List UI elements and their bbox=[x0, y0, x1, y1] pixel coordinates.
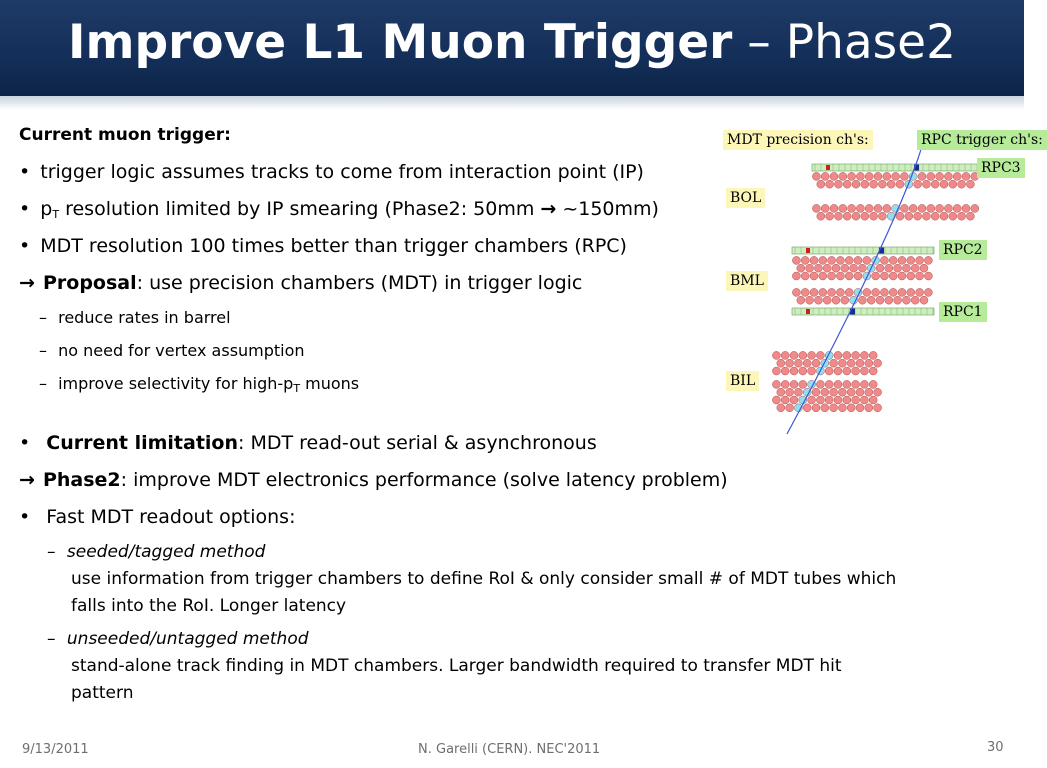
bil-mdt-lower-tube bbox=[860, 396, 868, 404]
bol-mdt-lower-tube bbox=[940, 212, 948, 220]
bullet-ip-text: trigger logic assumes tracks to come from interaction point (IP) bbox=[40, 161, 644, 183]
bml-mdt-upper-tube bbox=[819, 272, 827, 280]
bml-mdt-upper-tube bbox=[880, 272, 888, 280]
current-trigger-heading: Current muon trigger: bbox=[19, 125, 231, 145]
bil-mdt-lower-tube bbox=[865, 388, 873, 396]
bil-mdt-upper-tube bbox=[772, 367, 780, 375]
bml-mdt-upper-tube bbox=[907, 256, 915, 264]
bil-mdt-lower-tube bbox=[777, 388, 785, 396]
bol-mdt-upper-tube bbox=[883, 172, 891, 180]
bil-mdt-lower-tube bbox=[838, 388, 846, 396]
bullet-glyph: • bbox=[19, 235, 31, 257]
bol-mdt-lower-tube bbox=[874, 204, 882, 212]
bml-mdt-lower-tube bbox=[898, 288, 906, 296]
bullet-mdt-resolution bbox=[19, 235, 627, 257]
limitation-text: : MDT read-out serial & asynchronous bbox=[238, 432, 597, 454]
dash-glyph: – bbox=[39, 308, 47, 327]
bil-mdt-lower-tube bbox=[812, 388, 820, 396]
bil-mdt-lower-tube bbox=[825, 396, 833, 404]
bml-mdt-upper-tube bbox=[836, 272, 844, 280]
slide-title bbox=[0, 8, 1024, 78]
bol-mdt-upper-tube bbox=[892, 172, 900, 180]
bil-mdt-lower-tube bbox=[860, 380, 868, 388]
bil-mdt-lower-tube bbox=[825, 380, 833, 388]
bml-mdt-upper-tube bbox=[885, 264, 893, 272]
bil-mdt-lower-tube bbox=[803, 404, 811, 412]
bml-mdt-lower-tube bbox=[836, 288, 844, 296]
bol-mdt-upper-tube bbox=[931, 180, 939, 188]
sub-bullet-reduce-rates bbox=[39, 308, 231, 327]
bml-mdt-upper-tube bbox=[894, 264, 902, 272]
bil-mdt-lower-tube bbox=[869, 396, 877, 404]
sub-bullet-text: no need for vertex assumption bbox=[58, 341, 305, 360]
bml-mdt-lower-tube bbox=[792, 288, 800, 296]
bol-mdt-lower-tube bbox=[821, 204, 829, 212]
slide-title-bold: Improve L1 Muon Trigger bbox=[68, 15, 733, 70]
seeded-desc-line2: falls into the RoI. Longer latency bbox=[71, 596, 347, 616]
bil-mdt-upper-tube bbox=[834, 351, 842, 359]
bil-mdt-upper-tube bbox=[869, 367, 877, 375]
bml-mdt-lower-tube bbox=[832, 296, 840, 304]
sub-bullet-no-vertex bbox=[39, 341, 305, 360]
bil-mdt-upper-tube bbox=[847, 359, 855, 367]
bol-mdt-upper-tube bbox=[949, 180, 957, 188]
bil-mdt-lower-tube bbox=[781, 380, 789, 388]
bml-mdt-upper-tube bbox=[858, 264, 866, 272]
bml-mdt-lower-tube bbox=[863, 288, 871, 296]
bil-mdt-lower-tube bbox=[816, 396, 824, 404]
rpc2-label: RPC2 bbox=[939, 240, 987, 260]
bil-mdt-lower-tube bbox=[856, 388, 864, 396]
bil-mdt-lower-tube bbox=[830, 388, 838, 396]
bol-mdt-lower-tube bbox=[834, 212, 842, 220]
bil-mdt-lower-tube bbox=[830, 404, 838, 412]
rpc3-strip-top bbox=[812, 164, 980, 171]
bml-mdt-upper-tube bbox=[845, 272, 853, 280]
proposal-label: Proposal bbox=[42, 272, 137, 294]
bil-mdt-lower-tube bbox=[786, 404, 794, 412]
bil-mdt-upper-tube bbox=[794, 359, 802, 367]
bol-mdt-lower-tube bbox=[852, 212, 860, 220]
dash-glyph: – bbox=[39, 341, 47, 360]
bil-mdt-lower-tube bbox=[852, 380, 860, 388]
bil-mdt-lower-tube bbox=[790, 396, 798, 404]
bil-mdt-upper-tube bbox=[860, 351, 868, 359]
bml-mdt-lower-tube bbox=[819, 288, 827, 296]
muon-chamber-diagram bbox=[720, 126, 1043, 438]
bml-mdt-upper-tube bbox=[872, 272, 880, 280]
dash-glyph: – bbox=[47, 542, 56, 562]
bml-mdt-upper-tube bbox=[902, 264, 910, 272]
bml-mdt-upper-tube bbox=[854, 256, 862, 264]
arrow-icon: → bbox=[19, 272, 35, 294]
bil-mdt-lower-tube bbox=[874, 404, 882, 412]
bol-mdt-lower-tube bbox=[856, 204, 864, 212]
sub-bullet-text-end: muons bbox=[300, 374, 360, 393]
bol-mdt-upper-tube bbox=[821, 172, 829, 180]
rpc3-strip-top-hit-red bbox=[826, 165, 830, 170]
bol-mdt-upper-tube bbox=[918, 172, 926, 180]
bol-mdt-upper-tube bbox=[887, 180, 895, 188]
bil-mdt-upper-tube bbox=[790, 367, 798, 375]
bml-mdt-lower-tube bbox=[885, 296, 893, 304]
bullet-glyph: • bbox=[19, 506, 31, 528]
bil-mdt-upper-tube bbox=[860, 367, 868, 375]
bil-mdt-upper-tube bbox=[790, 351, 798, 359]
unseeded-desc-line2: pattern bbox=[71, 683, 134, 703]
bil-mdt-lower-tube bbox=[772, 396, 780, 404]
pt-text: resolution limited by IP smearing (Phase2: 50mm bbox=[59, 198, 541, 220]
bullet-current-limitation bbox=[19, 432, 597, 454]
bml-mdt-lower-tube bbox=[810, 288, 818, 296]
bml-mdt-upper-tube bbox=[819, 256, 827, 264]
bil-mdt-lower-tube bbox=[821, 388, 829, 396]
arrow-icon: → bbox=[540, 198, 557, 220]
bml-mdt-upper-tube bbox=[832, 264, 840, 272]
bml-mdt-upper-tube bbox=[841, 264, 849, 272]
bil-mdt-lower-tube bbox=[816, 380, 824, 388]
bol-mdt-upper-tube bbox=[927, 172, 935, 180]
seeded-title: seeded/tagged method bbox=[66, 542, 266, 562]
bol-mdt-lower-tube bbox=[878, 212, 886, 220]
arrow-icon: → bbox=[19, 469, 35, 491]
bml-mdt-lower-tube bbox=[924, 288, 932, 296]
bil-mdt-lower-tube bbox=[812, 404, 820, 412]
bol-mdt-upper-tube bbox=[856, 172, 864, 180]
bol-mdt-upper-tube bbox=[834, 180, 842, 188]
pt-p: p bbox=[40, 198, 53, 220]
bil-mdt-lower-tube bbox=[808, 396, 816, 404]
bil-mdt-lower-tube bbox=[874, 388, 882, 396]
bil-mdt-upper-tube bbox=[781, 351, 789, 359]
bol-mdt-lower-tube bbox=[971, 204, 979, 212]
bml-mdt-upper-tube bbox=[876, 264, 884, 272]
bml-mdt-upper-tube bbox=[924, 256, 932, 264]
bml-mdt-upper-tube bbox=[863, 256, 871, 264]
bol-mdt-upper-tube bbox=[826, 180, 834, 188]
bil-mdt-upper-tube bbox=[825, 367, 833, 375]
bil-mdt-lower-tube bbox=[834, 396, 842, 404]
bol-mdt-upper-tube bbox=[843, 180, 851, 188]
bol-mdt-upper-tube bbox=[953, 172, 961, 180]
bil-mdt-upper-tube bbox=[808, 367, 816, 375]
bol-mdt-upper-tube bbox=[900, 172, 908, 180]
bullet-glyph: • bbox=[19, 161, 31, 183]
bil-mdt-lower-tube bbox=[865, 404, 873, 412]
bol-mdt-lower-tube bbox=[962, 204, 970, 212]
bol-mdt-lower-tube bbox=[870, 212, 878, 220]
bml-mdt-upper-tube bbox=[880, 256, 888, 264]
limitation-label: Current limitation bbox=[46, 432, 239, 454]
bml-mdt-upper-tube bbox=[924, 272, 932, 280]
bml-mdt-lower-tube bbox=[845, 288, 853, 296]
bil-mdt-upper-tube bbox=[869, 351, 877, 359]
bullet-mdt-text: MDT resolution 100 times better than trigger chambers (RPC) bbox=[40, 235, 627, 257]
bml-mdt-upper-tube bbox=[898, 272, 906, 280]
bil-mdt-lower-tube bbox=[777, 404, 785, 412]
phase2-text: : improve MDT electronics performance (solve latency problem) bbox=[120, 469, 728, 491]
bol-mdt-upper-tube bbox=[940, 180, 948, 188]
pt-sub: T bbox=[52, 208, 60, 221]
bml-mdt-lower-tube bbox=[806, 296, 814, 304]
bol-mdt-lower-tube bbox=[826, 212, 834, 220]
bol-mdt-lower-tube bbox=[830, 204, 838, 212]
bil-mdt-upper-tube bbox=[777, 359, 785, 367]
bml-mdt-lower-tube bbox=[916, 288, 924, 296]
bullet-glyph: • bbox=[19, 432, 31, 454]
bol-mdt-lower-tube bbox=[900, 204, 908, 212]
bml-mdt-upper-tube bbox=[810, 272, 818, 280]
bml-mdt-upper-tube bbox=[801, 272, 809, 280]
bol-mdt-upper-tube bbox=[896, 180, 904, 188]
rpc-label: RPC trigger ch's: bbox=[917, 130, 1047, 150]
bullet-glyph: • bbox=[19, 198, 31, 220]
bil-mdt-lower-tube bbox=[772, 380, 780, 388]
bml-mdt-lower-tube bbox=[797, 296, 805, 304]
bol-mdt-upper-tube bbox=[922, 180, 930, 188]
bol-mdt-lower-tube bbox=[865, 204, 873, 212]
sub-bullet-text: improve selectivity for high-p bbox=[58, 374, 294, 393]
bol-mdt-lower-tube bbox=[848, 204, 856, 212]
bil-mdt-lower-tube bbox=[799, 380, 807, 388]
bol-mdt-upper-tube bbox=[812, 172, 820, 180]
bml-mdt-upper-tube bbox=[797, 264, 805, 272]
bol-mdt-lower-tube bbox=[909, 204, 917, 212]
bol-mdt-upper-tube bbox=[830, 172, 838, 180]
bil-mdt-lower-tube bbox=[790, 380, 798, 388]
bml-mdt-upper-tube bbox=[814, 264, 822, 272]
bol-mdt-upper-tube bbox=[944, 172, 952, 180]
bol-mdt-lower-tube bbox=[883, 204, 891, 212]
rpc1-label: RPC1 bbox=[939, 302, 987, 322]
bil-mdt-upper-tube bbox=[852, 351, 860, 359]
rpc2-strip bbox=[792, 247, 934, 254]
bml-mdt-upper-tube bbox=[916, 272, 924, 280]
unseeded-desc-line1: stand-alone track finding in MDT chambers. Larger bandwidth required to transfer MDT hit bbox=[71, 656, 842, 676]
bml-mdt-upper-tube bbox=[801, 256, 809, 264]
title-bar-fade bbox=[0, 96, 1024, 110]
bml-mdt-lower-tube bbox=[814, 296, 822, 304]
bil-mdt-upper-tube bbox=[799, 351, 807, 359]
bil-mdt-lower-tube bbox=[786, 388, 794, 396]
bml-mdt-lower-tube bbox=[902, 296, 910, 304]
bml-mdt-upper-tube bbox=[806, 264, 814, 272]
bol-mdt-upper-tube bbox=[958, 180, 966, 188]
bml-mdt-lower-tube bbox=[801, 288, 809, 296]
bml-mdt-upper-tube bbox=[850, 264, 858, 272]
bil-mdt-upper-tube bbox=[838, 359, 846, 367]
bil-mdt-upper-tube bbox=[843, 367, 851, 375]
bullet-ip-assumption bbox=[19, 161, 644, 183]
bml-mdt-lower-tube bbox=[907, 288, 915, 296]
bml-mdt-upper-tube bbox=[836, 256, 844, 264]
bml-mdt-lower-tube bbox=[911, 296, 919, 304]
rpc1-strip-hit-red bbox=[806, 309, 810, 314]
bol-mdt-lower-tube bbox=[958, 212, 966, 220]
bml-mdt-upper-tube bbox=[907, 272, 915, 280]
bil-mdt-lower-tube bbox=[781, 396, 789, 404]
bol-mdt-lower-tube bbox=[953, 204, 961, 212]
page-number: 30 bbox=[987, 740, 1004, 755]
bil-mdt-upper-tube bbox=[852, 367, 860, 375]
bol-mdt-upper-tube bbox=[865, 172, 873, 180]
bil-mdt-upper-tube bbox=[816, 351, 824, 359]
bol-mdt-lower-tube bbox=[949, 212, 957, 220]
sub-bullet-text: reduce rates in barrel bbox=[58, 308, 231, 327]
bol-label: BOL bbox=[726, 188, 765, 208]
bol-mdt-lower-tube bbox=[966, 212, 974, 220]
bil-mdt-lower-tube bbox=[821, 404, 829, 412]
bol-mdt-upper-tube bbox=[817, 180, 825, 188]
bml-mdt-upper-tube bbox=[854, 272, 862, 280]
bil-mdt-upper-tube bbox=[830, 359, 838, 367]
bml-mdt-lower-tube bbox=[920, 296, 928, 304]
bml-mdt-upper-tube bbox=[823, 264, 831, 272]
bol-mdt-lower-tube bbox=[896, 212, 904, 220]
rpc2-strip-hit-red bbox=[806, 248, 810, 253]
bol-mdt-lower-tube bbox=[843, 212, 851, 220]
bml-mdt-lower-tube bbox=[876, 296, 884, 304]
bml-mdt-upper-tube bbox=[898, 256, 906, 264]
bol-mdt-upper-tube bbox=[878, 180, 886, 188]
bil-mdt-lower-tube bbox=[834, 380, 842, 388]
footer-date: 9/13/2011 bbox=[22, 742, 89, 757]
bil-mdt-lower-tube bbox=[869, 380, 877, 388]
bml-mdt-upper-tube bbox=[810, 256, 818, 264]
rpc1-strip bbox=[792, 308, 934, 315]
bil-mdt-upper-tube bbox=[843, 351, 851, 359]
pt-text-end: ~150mm) bbox=[556, 198, 659, 220]
bml-mdt-lower-tube bbox=[858, 296, 866, 304]
unseeded-method bbox=[47, 629, 309, 649]
bil-mdt-lower-tube bbox=[838, 404, 846, 412]
bil-mdt-upper-tube bbox=[781, 367, 789, 375]
bil-mdt-upper-tube bbox=[834, 367, 842, 375]
bol-mdt-upper-tube bbox=[852, 180, 860, 188]
bol-mdt-lower-tube bbox=[931, 212, 939, 220]
dash-glyph: – bbox=[47, 629, 56, 649]
bml-label: BML bbox=[726, 271, 768, 291]
bol-mdt-lower-tube bbox=[905, 212, 913, 220]
bol-mdt-upper-tube bbox=[839, 172, 847, 180]
bol-mdt-lower-tube bbox=[944, 204, 952, 212]
proposal-line bbox=[19, 272, 582, 294]
unseeded-title: unseeded/untagged method bbox=[66, 629, 309, 649]
fast-readout-text: Fast MDT readout options: bbox=[46, 506, 296, 528]
bol-mdt-upper-tube bbox=[914, 180, 922, 188]
slide-title-rest: – Phase2 bbox=[732, 15, 956, 70]
bol-mdt-lower-tube bbox=[927, 204, 935, 212]
pt-sub: T bbox=[293, 382, 301, 395]
bol-mdt-lower-tube bbox=[812, 204, 820, 212]
bil-label: BIL bbox=[726, 371, 759, 391]
phase2-line bbox=[19, 469, 728, 491]
bol-mdt-upper-tube bbox=[936, 172, 944, 180]
bml-mdt-upper-tube bbox=[792, 256, 800, 264]
bol-mdt-lower-tube bbox=[839, 204, 847, 212]
bil-mdt-upper-tube bbox=[803, 359, 811, 367]
bol-mdt-upper-tube bbox=[870, 180, 878, 188]
bml-mdt-lower-tube bbox=[841, 296, 849, 304]
bil-mdt-lower-tube bbox=[794, 388, 802, 396]
bml-mdt-upper-tube bbox=[845, 256, 853, 264]
bullet-fast-readout bbox=[19, 506, 295, 528]
bml-mdt-upper-tube bbox=[889, 256, 897, 264]
bil-mdt-upper-tube bbox=[799, 367, 807, 375]
bml-mdt-upper-tube bbox=[889, 272, 897, 280]
bil-mdt-lower-tube bbox=[843, 380, 851, 388]
seeded-method bbox=[47, 542, 265, 562]
bml-mdt-lower-tube bbox=[823, 296, 831, 304]
bil-mdt-lower-tube bbox=[847, 388, 855, 396]
bml-mdt-upper-tube bbox=[792, 272, 800, 280]
bil-mdt-lower-tube bbox=[852, 396, 860, 404]
bml-mdt-lower-tube bbox=[880, 288, 888, 296]
dash-glyph: – bbox=[39, 374, 47, 393]
bil-mdt-lower-tube bbox=[843, 396, 851, 404]
bml-mdt-lower-tube bbox=[828, 288, 836, 296]
bil-mdt-lower-tube bbox=[847, 404, 855, 412]
rpc3-label: RPC3 bbox=[977, 158, 1025, 178]
sub-bullet-selectivity bbox=[39, 374, 359, 393]
bil-mdt-upper-tube bbox=[874, 359, 882, 367]
bml-mdt-lower-tube bbox=[889, 288, 897, 296]
footer-presenter: N. Garelli (CERN). NEC'2011 bbox=[418, 742, 601, 757]
bol-mdt-lower-tube bbox=[914, 212, 922, 220]
bol-mdt-lower-tube bbox=[936, 204, 944, 212]
bml-mdt-upper-tube bbox=[911, 264, 919, 272]
bol-mdt-upper-tube bbox=[962, 172, 970, 180]
bil-mdt-upper-tube bbox=[812, 359, 820, 367]
bil-mdt-lower-tube bbox=[856, 404, 864, 412]
bml-mdt-upper-tube bbox=[828, 272, 836, 280]
bol-mdt-lower-tube bbox=[817, 212, 825, 220]
bml-mdt-lower-tube bbox=[872, 288, 880, 296]
bol-mdt-lower-tube bbox=[861, 212, 869, 220]
bol-mdt-upper-tube bbox=[848, 172, 856, 180]
proposal-text: : use precision chambers (MDT) in trigger logic bbox=[136, 272, 583, 294]
bil-mdt-upper-tube bbox=[786, 359, 794, 367]
bml-mdt-lower-tube bbox=[894, 296, 902, 304]
bml-mdt-upper-tube bbox=[920, 264, 928, 272]
bil-mdt-upper-tube bbox=[865, 359, 873, 367]
bullet-pt-resolution bbox=[19, 198, 659, 220]
bol-mdt-upper-tube bbox=[966, 180, 974, 188]
bml-mdt-lower-tube bbox=[867, 296, 875, 304]
phase2-label: Phase2 bbox=[42, 469, 121, 491]
bol-mdt-lower-tube bbox=[918, 204, 926, 212]
bml-mdt-upper-tube bbox=[828, 256, 836, 264]
bml-mdt-upper-tube bbox=[916, 256, 924, 264]
mdt-label: MDT precision ch's: bbox=[723, 130, 873, 150]
bil-mdt-upper-tube bbox=[772, 351, 780, 359]
bol-mdt-lower-tube bbox=[922, 212, 930, 220]
bol-mdt-upper-tube bbox=[861, 180, 869, 188]
bil-mdt-upper-tube bbox=[856, 359, 864, 367]
seeded-desc-line1: use information from trigger chambers to define RoI & only consider small # of MDT tubes which bbox=[71, 569, 897, 589]
bol-mdt-upper-tube bbox=[874, 172, 882, 180]
bil-mdt-upper-tube bbox=[808, 351, 816, 359]
